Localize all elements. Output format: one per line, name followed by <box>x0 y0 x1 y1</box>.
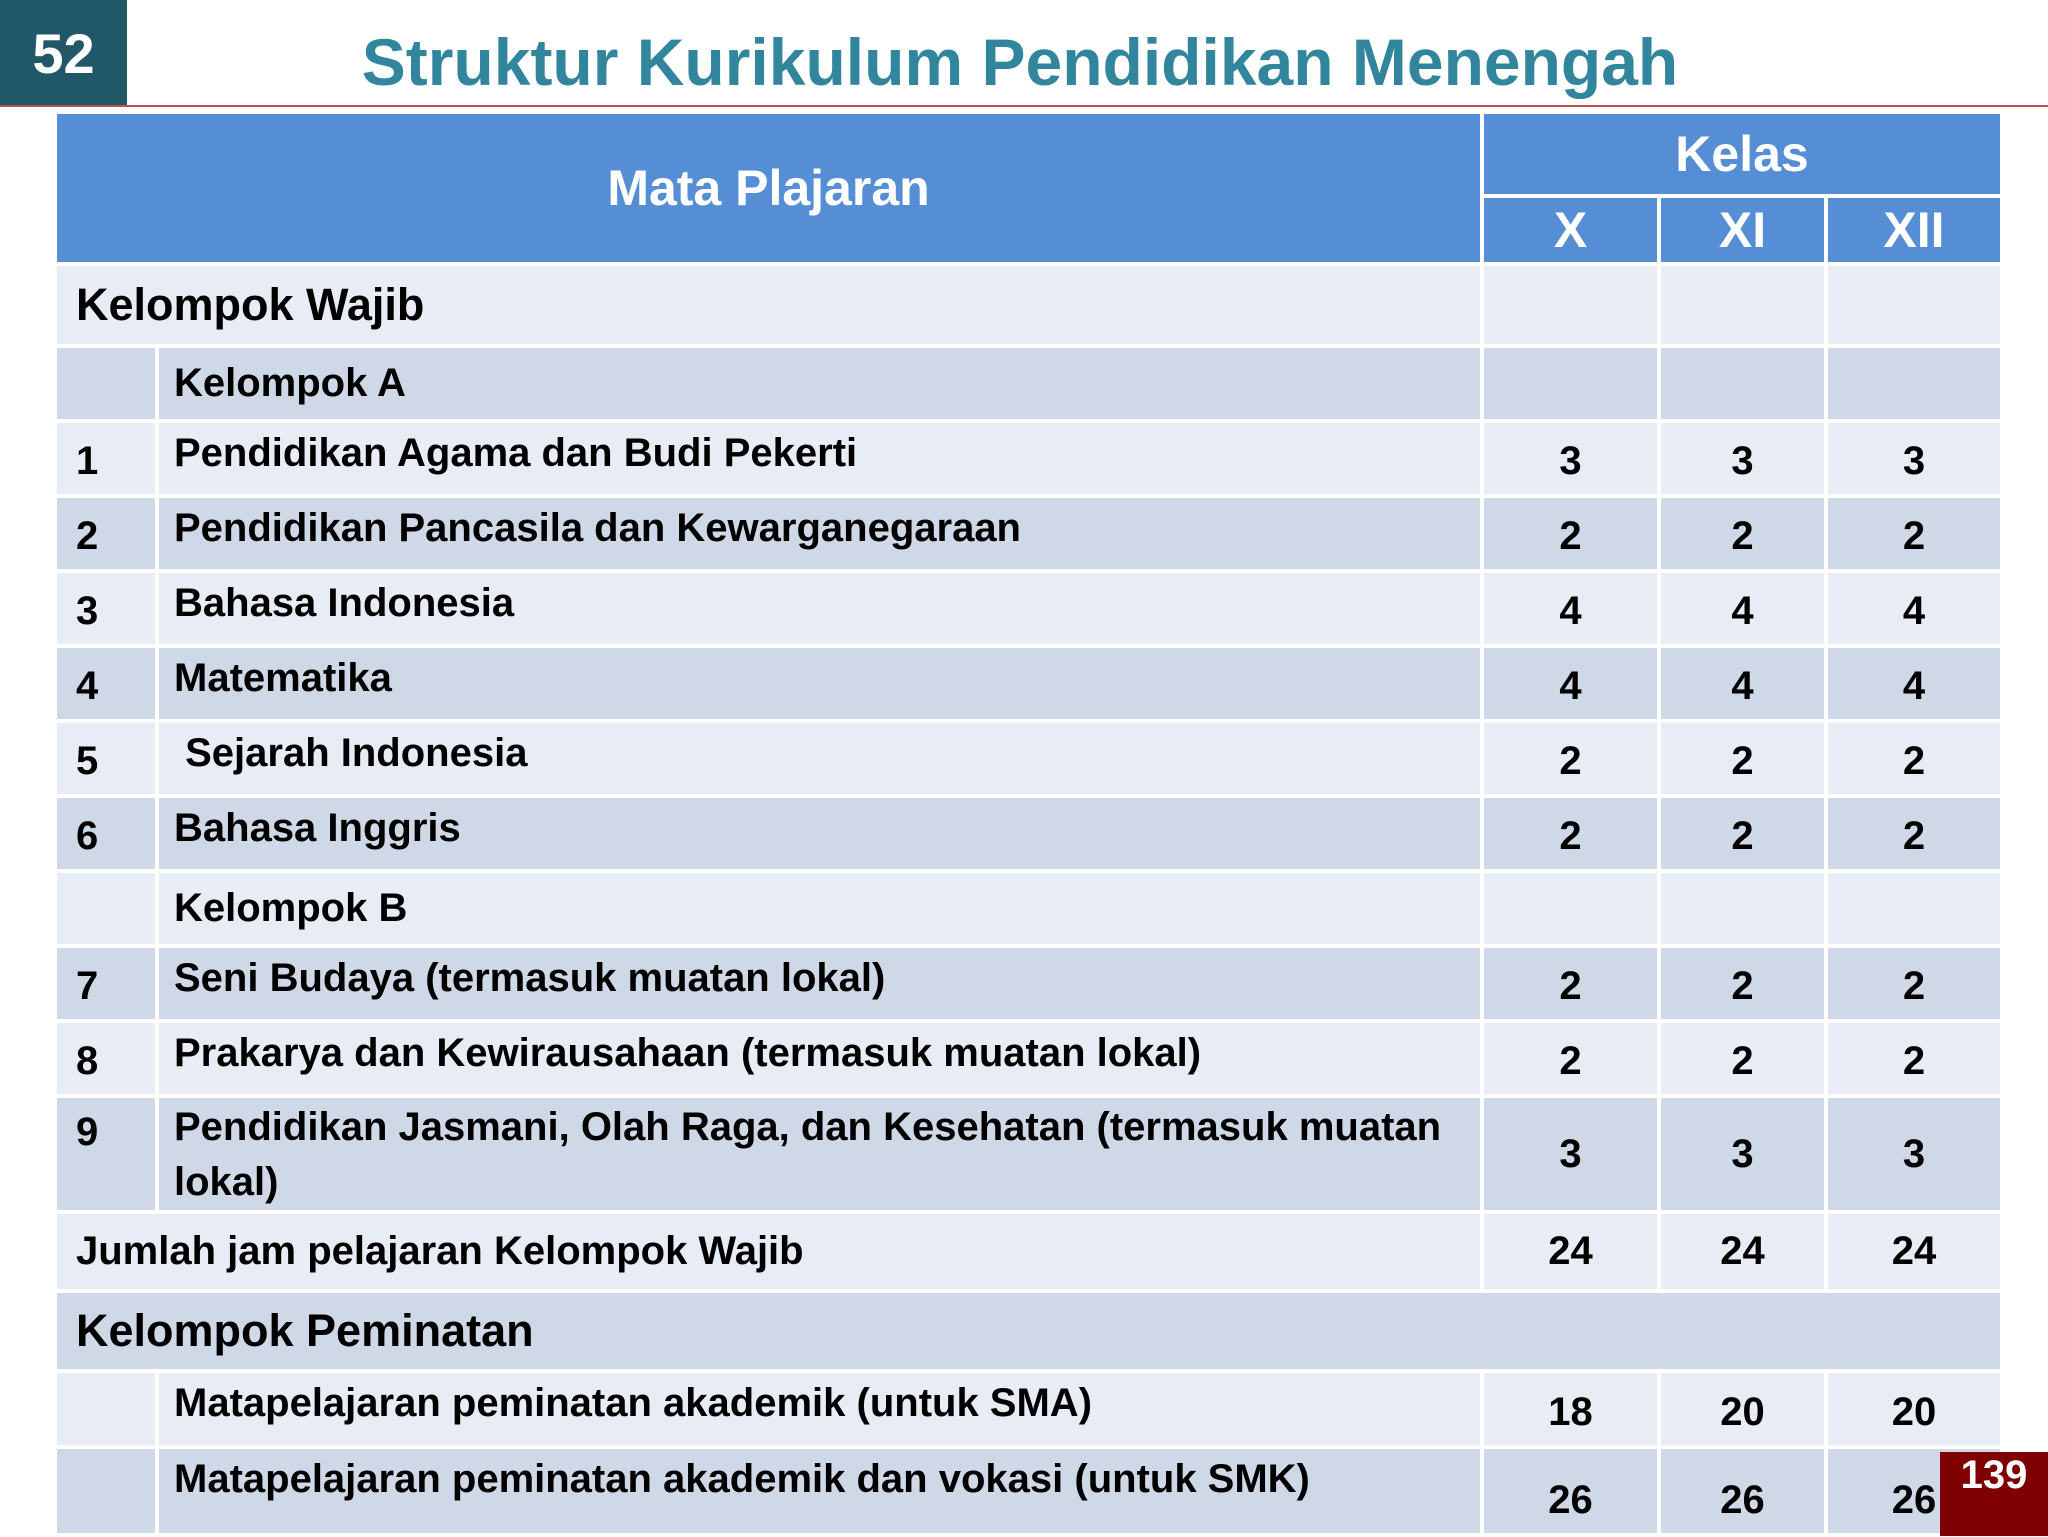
subject-name: Pendidikan Agama dan Budi Pekerti <box>159 423 1480 494</box>
group-row-peminatan <box>57 1293 2000 1369</box>
subject-name: Matapelajaran peminatan akademik (untuk SMA) <box>159 1373 1480 1445</box>
hours-x: 2 <box>1484 723 1657 794</box>
hours-xii: 3 <box>1828 1098 2000 1210</box>
total-row <box>57 1214 2000 1289</box>
group-label: Kelompok Peminatan <box>57 1293 2000 1369</box>
curriculum-table <box>53 110 2004 1537</box>
page-title: Struktur Kurikulum Pendidikan Menengah <box>361 25 1679 99</box>
table-row <box>57 1098 2000 1210</box>
hours-x: 4 <box>1484 573 1657 644</box>
hours-xii: 2 <box>1828 1023 2000 1094</box>
page-number-badge <box>1940 1452 2048 1536</box>
hours-x: 2 <box>1484 1023 1657 1094</box>
hours-xi: 2 <box>1661 498 1824 569</box>
row-number: 6 <box>57 798 155 869</box>
grade-header-xi: XI <box>1661 198 1824 262</box>
hours-xii: 2 <box>1828 498 2000 569</box>
hours-x: 18 <box>1484 1373 1657 1445</box>
group-label: Kelompok Wajib <box>57 266 1480 344</box>
row-number: 5 <box>57 723 155 794</box>
hours-x: 2 <box>1484 948 1657 1019</box>
row-number: 1 <box>57 423 155 494</box>
table-row <box>57 948 2000 1019</box>
hours-x: 3 <box>1484 1098 1657 1210</box>
title-divider <box>0 105 2048 107</box>
subgroup-label: Kelompok A <box>159 348 1480 419</box>
hours-x: 26 <box>1484 1449 1657 1533</box>
total-xi: 24 <box>1661 1214 1824 1289</box>
grade-header-xii: XII <box>1828 198 2000 262</box>
hours-xi: 2 <box>1661 723 1824 794</box>
total-xii: 24 <box>1828 1214 2000 1289</box>
subject-name: Sejarah Indonesia <box>159 723 1480 794</box>
subgroup-row-b <box>57 873 2000 944</box>
table-row <box>57 1023 2000 1094</box>
total-x: 24 <box>1484 1214 1657 1289</box>
hours-x: 3 <box>1484 423 1657 494</box>
hours-xi: 2 <box>1661 798 1824 869</box>
subgroup-label: Kelompok B <box>159 873 1480 944</box>
subject-name: Prakarya dan Kewirausahaan (termasuk muatan lokal) <box>159 1023 1480 1094</box>
table-row <box>57 798 2000 869</box>
page-number: 139 <box>1960 1453 2028 1497</box>
row-number: 2 <box>57 498 155 569</box>
slide-number: 52 <box>0 0 127 106</box>
hours-xi: 3 <box>1661 1098 1824 1210</box>
kelas-header: Kelas <box>1484 114 2000 194</box>
hours-x: 2 <box>1484 798 1657 869</box>
hours-xi: 2 <box>1661 948 1824 1019</box>
row-number: 4 <box>57 648 155 719</box>
table-row <box>57 573 2000 644</box>
subject-name: Bahasa Indonesia <box>159 573 1480 644</box>
hours-xii: 3 <box>1828 423 2000 494</box>
row-number: 3 <box>57 573 155 644</box>
total-label: Jumlah jam pelajaran Kelompok Wajib <box>57 1214 1480 1289</box>
hours-xii: 20 <box>1828 1373 2000 1445</box>
hours-xi: 26 <box>1661 1449 1824 1533</box>
table-row <box>57 423 2000 494</box>
table-row <box>57 1373 2000 1445</box>
row-number: 7 <box>57 948 155 1019</box>
table-row <box>57 723 2000 794</box>
hours-xi: 4 <box>1661 573 1824 644</box>
subject-name: Bahasa Inggris <box>159 798 1480 869</box>
subject-name: Pendidikan Pancasila dan Kewarganegaraan <box>159 498 1480 569</box>
hours-xii: 26 <box>1828 1449 2000 1533</box>
row-number: 9 <box>57 1098 155 1210</box>
hours-x: 2 <box>1484 498 1657 569</box>
hours-xii: 4 <box>1828 573 2000 644</box>
subgroup-row-a <box>57 348 2000 419</box>
row-number: 8 <box>57 1023 155 1094</box>
subject-name: Pendidikan Jasmani, Olah Raga, dan Kesehatan (termasuk muatan lokal) <box>159 1098 1480 1210</box>
grade-header-x: X <box>1484 198 1657 262</box>
table-row <box>57 1449 2000 1533</box>
hours-xi: 2 <box>1661 1023 1824 1094</box>
hours-xii: 4 <box>1828 648 2000 719</box>
subject-name: Seni Budaya (termasuk muatan lokal) <box>159 948 1480 1019</box>
hours-xii: 2 <box>1828 798 2000 869</box>
hours-xii: 2 <box>1828 723 2000 794</box>
subject-name: Matapelajaran peminatan akademik dan vokasi (untuk SMK) <box>159 1449 1480 1533</box>
table-row <box>57 498 2000 569</box>
table-row <box>57 648 2000 719</box>
hours-xi: 4 <box>1661 648 1824 719</box>
hours-x: 4 <box>1484 648 1657 719</box>
subject-column-header: Mata Plajaran <box>57 114 1480 262</box>
subject-name: Matematika <box>159 648 1480 719</box>
group-row-wajib <box>57 266 2000 344</box>
hours-xii: 2 <box>1828 948 2000 1019</box>
hours-xi: 20 <box>1661 1373 1824 1445</box>
hours-xi: 3 <box>1661 423 1824 494</box>
